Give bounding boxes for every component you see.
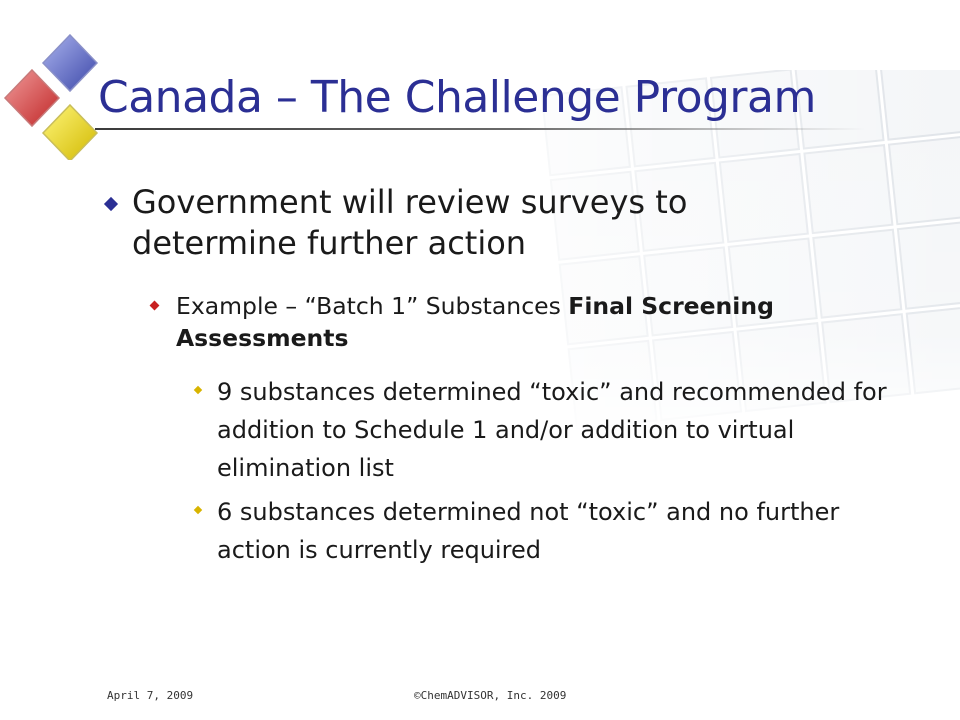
bullet-level3-non-toxic-substances: 6 substances determined not “toxic” and no further action is currently required	[217, 498, 840, 564]
bullet-text: Example – “Batch 1” Substances	[176, 292, 569, 320]
footer-date: April 7, 2009	[107, 689, 194, 702]
title-underline	[95, 128, 865, 130]
bullet-diamond-icon	[194, 506, 202, 514]
bullet-level2-batch1-example	[176, 290, 906, 354]
bullet-level3-toxic-substances: 9 substances determined “toxic” and recommended for addition to Schedule 1 and/or addition to virtual elimination list	[217, 378, 887, 482]
slide-title: Canada – The Challenge Program	[98, 72, 816, 123]
bullet-diamond-icon	[150, 301, 160, 311]
bullet-diamond-icon	[194, 386, 202, 394]
footer-copyright: ©ChemADVISOR, Inc. 2009	[414, 689, 567, 702]
bullet-bold-text: Final Screening Assessments	[176, 292, 774, 352]
bullet-level1-review-surveys: Government will review surveys to determine further action	[132, 183, 688, 262]
bullet-diamond-icon	[104, 197, 118, 211]
diamond-cluster-logo	[0, 30, 110, 160]
